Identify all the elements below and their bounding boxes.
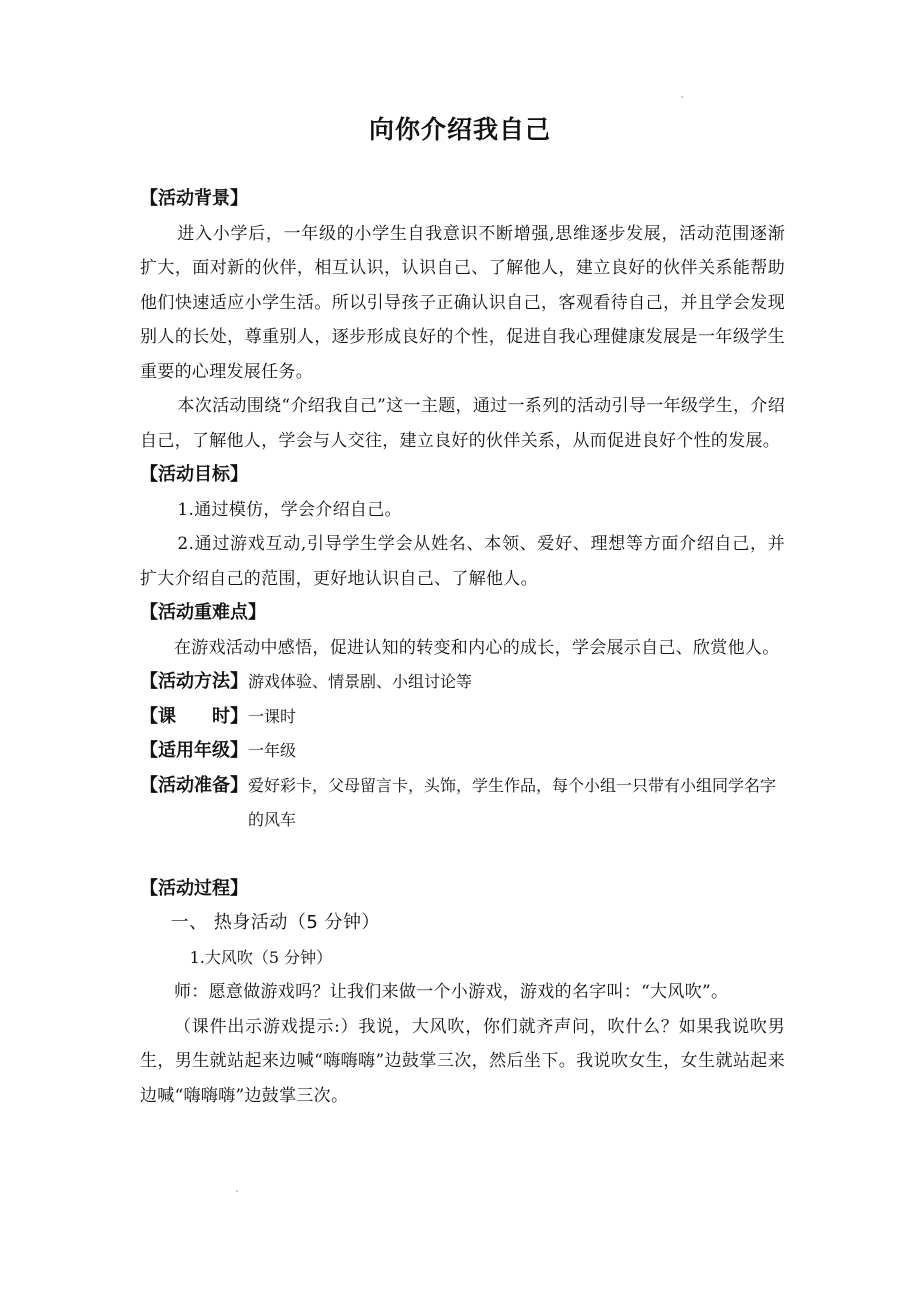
scan-speck xyxy=(681,96,683,98)
process-sub-title: 1.大风吹（5 分钟） xyxy=(189,947,333,967)
document-title: 向你介绍我自己 xyxy=(368,115,551,144)
grade-value: 一年级 xyxy=(248,741,297,760)
process-paragraph: （课件出示游戏提示:）我说，大风吹，你们就齐声问，吹什么？如果我说吹男生，男生就站起来边喊“嗨嗨嗨”边鼓掌三次，然后坐下。我说吹女生，女生就站起来边喊“嗨嗨嗨”边鼓掌三次。 xyxy=(140,1016,785,1106)
method-label: 【活动方法】 xyxy=(140,671,248,692)
goal-item: 2.通过游戏互动,引导学生学会从姓名、本领、爱好、理想等方面介绍自己，并扩大介绍自己的范围，更好地认识自己、了解他人。 xyxy=(140,534,785,589)
background-paragraph: 进入小学后，一年级的小学生自我意识不断增强,思维逐步发展，活动范围逐渐扩大，面对新的伙伴，相互认识，认识自己、了解他人，建立良好的伙伴关系能帮助他们快速适应小学生活。所以引导孩子正确认识自己，客观看待自己，并且学会发现别人的长处，尊重别人，逐步形成良好的个性，促进自我心理健康发展是一年级学生重要的心理发展任务。 xyxy=(140,223,785,382)
process-paragraph: 师：愿意做游戏吗？让我们来做一个小游戏，游戏的名字叫：“大风吹”。 xyxy=(174,982,729,1002)
grade-label: 【适用年级】 xyxy=(140,740,248,761)
process-section-title: 一、 热身活动（5 分钟） xyxy=(170,912,380,933)
lesson-row xyxy=(140,700,785,735)
process-heading: 【活动过程】 xyxy=(140,877,248,899)
key-points-heading: 【活动重难点】 xyxy=(140,602,266,623)
preparation-value: 爱好彩卡，父母留言卡，头饰，学生作品，每个小组一只带有小组同学名字的风车 xyxy=(248,775,777,829)
background-heading: 【活动背景】 xyxy=(140,188,248,209)
scan-speck xyxy=(236,1190,238,1192)
preparation-label: 【活动准备】 xyxy=(140,774,248,796)
background-paragraph: 本次活动围绕“介绍我自己”这一主题，通过一系列的活动引导一年级学生，介绍自己，了解他人，学会与人交往，建立良好的伙伴关系，从而促进良好个性的发展。 xyxy=(140,396,785,451)
grade-row xyxy=(140,734,785,769)
spacer xyxy=(140,838,785,872)
goals-heading: 【活动目标】 xyxy=(140,464,248,485)
goal-item: 1.通过模仿，学会介绍自己。 xyxy=(177,499,402,520)
document-body xyxy=(140,182,785,1113)
lesson-label: 【课 时】 xyxy=(140,705,248,727)
preparation-row xyxy=(140,769,785,838)
method-row xyxy=(140,665,785,700)
method-value: 游戏体验、情景剧、小组讨论等 xyxy=(248,672,473,691)
lesson-value: 一课时 xyxy=(248,706,297,726)
key-points-text: 在游戏活动中感悟，促进认知的转变和内心的成长，学会展示自己、欣赏他人。 xyxy=(174,637,780,658)
